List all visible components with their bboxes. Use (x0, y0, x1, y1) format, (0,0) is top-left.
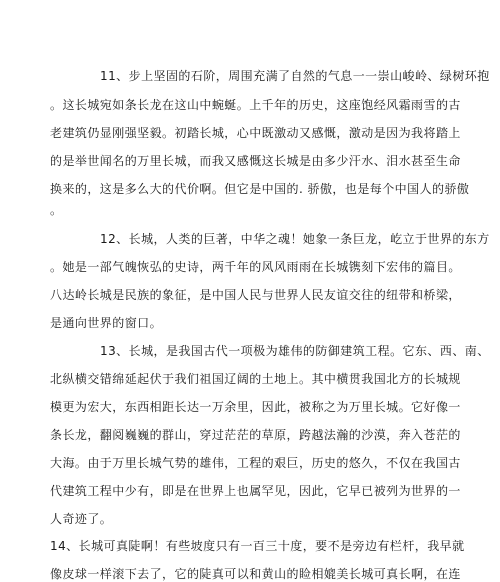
paragraph-11-line-2: 。这长城宛如条长龙在这山中蜿蜒。上千年的历史，这座饱经风霜雨雪的古 (50, 98, 461, 112)
paragraph-12-line-3: 八达岭长城是民族的象征，是中国人民与世界人民友谊交往的纽带和桥梁， (50, 288, 461, 302)
paragraph-13-line-7: 人奇迹了。 (50, 512, 113, 526)
paragraph-12-line-4: 是通向世界的窗口。 (50, 316, 163, 330)
paragraph-13-line-1: 13、长城，是我国古代一项极为雄伟的防御建筑工程。它东、西、南、 (100, 344, 490, 358)
paragraph-13-line-4: 条长龙，翻阅巍巍的群山，穿过茫茫的草原，跨越法瀚的沙漠，奔入苍茫的 (50, 428, 461, 442)
paragraph-14-line-1: 14、长城可真陡啊！有些坡度只有一百三十度，要不是旁边有栏杆，我早就 (50, 539, 465, 553)
paragraph-13-line-5: 大海。由于万里长城气势的雄伟，工程的艰巨，历史的悠久，不仅在我国古 (50, 456, 461, 470)
paragraph-11-line-3: 老建筑仍显刚强坚毅。初踏长城，心中既激动又感慨，激动是因为我将踏上 (50, 126, 461, 140)
paragraph-13-line-6: 代建筑工程中少有，即是在世界上也属罕见，因此，它早已被列为世界的一 (50, 484, 461, 498)
paragraph-11-line-5: 换来的，这是多么大的代价啊。但它是中国的. 骄傲，也是每个中国人的骄傲 (50, 182, 470, 196)
paragraph-11-line-6: 。 (50, 203, 63, 217)
paragraph-12-line-1: 12、长城，人类的巨著，中华之魂！她象一条巨龙，屹立于世界的东方 (100, 232, 490, 246)
paragraph-13-line-2: 北纵横交错绵延起伏于我们祖国辽阔的土地上。其中横贯我国北方的长城规 (50, 372, 461, 386)
paragraph-11-line-1: 11、步上坚固的石阶，周围充满了自然的气息一一崇山峻岭、绿树环抱 (100, 69, 490, 83)
paragraph-12-line-2: 。她是一部气魄恢弘的史诗，两千年的风风雨雨在长城镌刻下宏伟的篇目。 (50, 260, 461, 274)
paragraph-13-line-3: 模更为宏大，东西相距长达一万余里，因此，被称之为万里长城。它好像一 (50, 400, 461, 414)
paragraph-14-line-2: 像皮球一样滚下去了，它的陡真可以和黄山的睑相媲美长城可真长啊，在连 (50, 567, 461, 581)
paragraph-11-line-4: 的是举世闻名的万里长城，而我又感慨这长城是由多少汗水、泪水甚至生命 (50, 154, 461, 168)
